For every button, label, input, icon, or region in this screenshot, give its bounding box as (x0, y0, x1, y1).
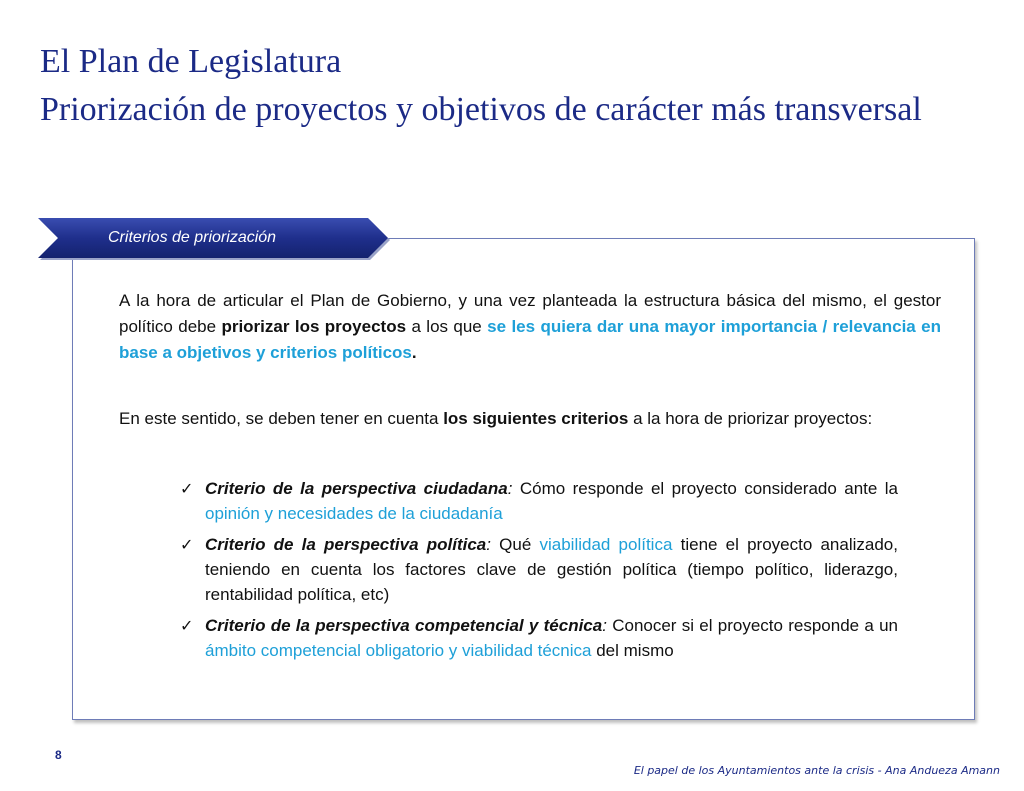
criteria-intro-text-2: a la hora de priorizar proyectos: (628, 409, 873, 428)
criterion-text-before: Conocer si el proyecto responde a un (606, 616, 898, 635)
footer-text: El papel de los Ayuntamientos ante la crisis - Ana Andueza Amann (633, 764, 1000, 777)
criterion-colon: : (602, 616, 607, 635)
intro-text-2: a los que (406, 317, 488, 336)
intro-text-3: . (411, 343, 417, 362)
intro-text-1: A la hora de articular el Plan de Gobierno, y una vez planteada la estructura básica del mismo, el gestor político debe (119, 291, 941, 336)
criterion-text-before: Cómo responde el proyecto considerado ante la (512, 479, 898, 498)
slide-title (40, 38, 968, 134)
list-item (178, 476, 898, 526)
banner-label: Criterios de priorización (108, 229, 277, 246)
criterion-highlight: opinión y necesidades de la ciudadanía (205, 504, 503, 523)
checkmark-icon: ✓ (180, 479, 194, 498)
criteria-intro-paragraph (119, 406, 941, 432)
intro-paragraph (119, 288, 941, 366)
title-line-1: El Plan de Legislatura (40, 43, 342, 80)
criterion-name: Criterio de la perspectiva competencial y técnica (205, 616, 603, 635)
title-line-2: Priorización de proyectos y objetivos de carácter más transversal (40, 91, 922, 128)
criterion-highlight: viabilidad política (539, 535, 673, 554)
criterion-text-after: tiene el proyecto analizado, teniendo en cuenta los factores clave de gestión política (tiempo político, liderazgo, rentabilidad política, etc) (205, 535, 898, 604)
criterion-highlight: ámbito competencial obligatorio y viabilidad técnica (205, 641, 592, 660)
criteria-list (178, 476, 898, 669)
criterion-colon: : (507, 479, 513, 498)
criterion-name: Criterio de la perspectiva ciudadana (205, 479, 508, 498)
list-item (178, 532, 898, 607)
criterion-text-after: del mismo (591, 641, 674, 660)
checkmark-icon: ✓ (180, 535, 194, 554)
criterion-text-before: Qué (490, 535, 540, 554)
intro-bold-text: priorizar los proyectos (221, 317, 407, 336)
criterion-colon: : (486, 535, 491, 554)
section-banner (38, 218, 390, 260)
intro-highlight-text: se les quiera dar una mayor importancia / relevancia en base a objetivos y criterios políticos (119, 317, 941, 362)
criteria-intro-bold: los siguientes criterios (443, 409, 629, 428)
criterion-name: Criterio de la perspectiva política (205, 535, 487, 554)
page-number: 8 (55, 748, 62, 762)
criteria-intro-text-1: En este sentido, se deben tener en cuenta (119, 409, 444, 428)
checkmark-icon: ✓ (180, 616, 194, 635)
list-item (178, 613, 898, 663)
